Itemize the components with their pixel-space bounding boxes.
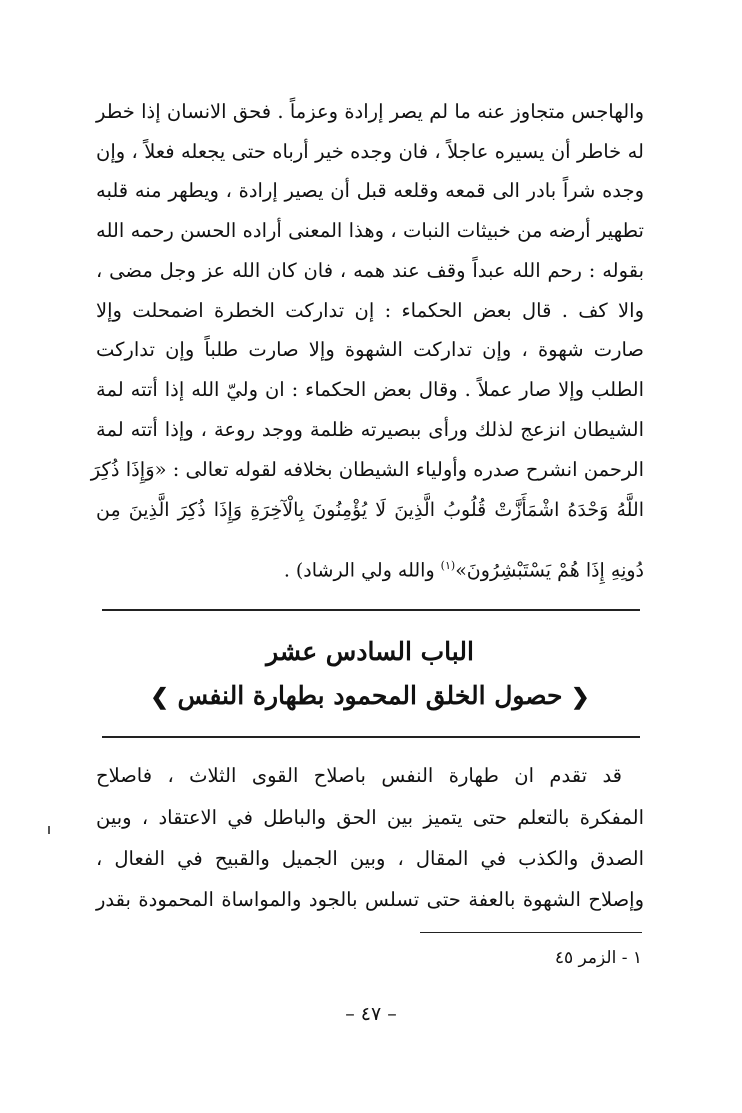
- footnote-divider: [420, 932, 642, 933]
- text-line: صارت شهوة ، وإن تداركت الشهوة وإلا صارت طلباً وإن تداركت: [96, 338, 644, 361]
- text-line: الشيطان انزعج لذلك ورأى ببصيرته ظلمة ووجد روعة ، وإذا أتته لمة: [96, 418, 644, 441]
- text-line: الرحمن انشرح صدره وأولياء الشيطان بخلافه لقوله تعالى : «وَإِذَا ذُكِرَ: [90, 458, 644, 481]
- footnote-marker: (١): [440, 559, 456, 572]
- text-line: والا كف . قال بعض الحكماء : إن تداركت الخطرة اضمحلت وإلا: [96, 299, 644, 322]
- section-divider-bottom: [102, 736, 640, 738]
- text-line: قد تقدم ان طهارة النفس باصلاح القوى الثلاث ، فاصلاح: [96, 764, 622, 787]
- quran-verse-line: اللَّهُ وَحْدَهُ اشْمَأَزَّتْ قُلُوبُ الَّذِينَ لَا يُؤْمِنُونَ بِالْآخِرَةِ وَإِذَا ذُكِرَ الَّذِينَ مِن: [96, 499, 644, 521]
- text-line: وإصلاح الشهوة بالعفة حتى تسلس بالجود والمواساة المحمودة بقدر: [96, 888, 644, 911]
- text-line: والهاجس متجاوز عنه ما لم يصر إرادة وعزماً . فحق الانسان إذا خطر: [96, 100, 644, 123]
- margin-mark: [48, 826, 50, 834]
- chapter-title-row: [96, 676, 644, 717]
- ornament-left-icon: ❯: [150, 684, 169, 710]
- quran-verse-line-last: [96, 546, 644, 586]
- chapter-title: حصول الخلق المحمود بطهارة النفس: [177, 681, 563, 710]
- chapter-number: الباب السادس عشر: [266, 637, 474, 666]
- page-number: – ٤٧ –: [345, 1003, 397, 1025]
- text-line: بقوله : رحم الله عبداً وقف عند همه ، فان كان الله عز وجل مضى ،: [96, 259, 644, 282]
- text-line: الصدق والكذب في المقال ، وبين الجميل والقبيح في الفعال ،: [96, 847, 644, 870]
- text-line: وجده شراً بادر الى قمعه وقلعه قبل أن يصير إرادة ، ويطهر منه قلبه: [96, 179, 644, 202]
- text-line: له خاطر أن يسيره عاجلاً ، فان وجده خير أرباه حتى يجعله فعلاً ، وإن: [96, 140, 644, 163]
- footnote: ١ - الزمر ٤٥: [554, 948, 642, 968]
- quran-verse-end: دُونِهِ إِذَا هُمْ يَسْتَبْشِرُونَ»: [455, 559, 644, 582]
- section-divider-top: [102, 609, 640, 611]
- text-line: المفكرة بالتعلم حتى يتميز بين الحق والباطل في الاعتقاد ، وبين: [96, 806, 644, 829]
- text-line: تطهير أرضه من خبيثات النبات ، وهذا المعنى أراده الحسن رحمه الله: [96, 219, 644, 242]
- ornament-right-icon: ❮: [571, 684, 590, 710]
- text-line: الطلب وإلا صار عملاً . وقال بعض الحكماء : ان وليّ الله إذا أتته لمة: [96, 378, 644, 401]
- closing-phrase: والله ولي الرشاد) .: [283, 559, 441, 582]
